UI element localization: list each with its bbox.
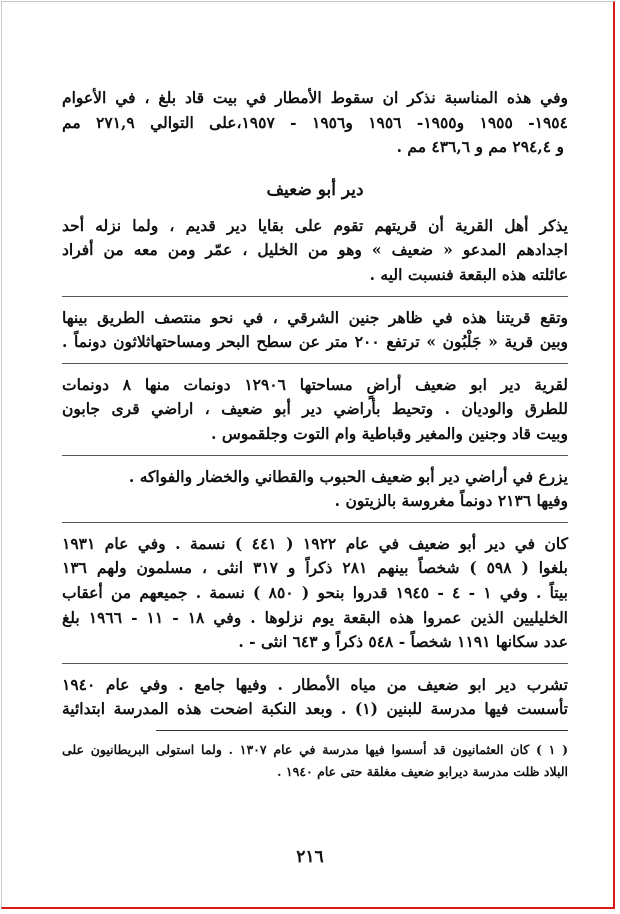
footnote-line: ( ١ ) كان العثمانيون قد أسسوا فيها مدرسة في عام ١٣٠٧ . ولما استولى البريطانيون على	[62, 741, 568, 757]
text-line: بلغوا ( ٥٩٨ ) شخصاً بينهم ٢٨١ ذكراً و ٣١٧ انثى ، مسلمون ولهم ١٣٦	[62, 558, 568, 578]
paragraph-divider	[62, 363, 568, 364]
footnote	[62, 739, 568, 783]
book-page	[62, 86, 568, 783]
intro-paragraph	[62, 86, 568, 160]
paragraph-divider	[62, 663, 568, 664]
text-line: وتقع قريتنا هذه في ظاهر جنين الشرقي ، في نحو منتصف الطريق بينها	[62, 307, 568, 327]
text-line: الخليليين الذين عمروا هذه البقعة يوم نزلوها . وفي ١٨ - ١١ - ١٩٦٦ بلغ	[62, 607, 568, 627]
text-line: يزرع في أراضي دير أبو ضعيف الحبوب والقطاني والخضار والفواكه .	[128, 466, 568, 486]
text-line: لقرية دير ابو ضعيف أراضٍ مساحتها ١٢٩٠٦ دونمات منها ٨ دونمات	[62, 374, 569, 394]
page-number: ٢١٦	[296, 847, 324, 867]
paragraph-divider	[62, 522, 568, 523]
text-line: تشرب دير ابو ضعيف من مياه الأمطار . وفيها جامع . وفي عام ١٩٤٠	[62, 674, 568, 694]
text-line: ١٩٥٤- ١٩٥٥ و١٩٥٥- ١٩٥٦ و١٩٥٦ - ١٩٥٧،على التوالي ٢٧١,٩ مم	[62, 112, 568, 132]
paragraph-population	[62, 532, 568, 655]
text-line: كان في دير أبو ضعيف في عام ١٩٢٢ ( ٤٤١ ) نسمة . وفي عام ١٩٣١	[62, 533, 568, 553]
text-line: وفيها ٢١٣٦ دونماً مغروسة بالزيتون .	[334, 491, 568, 511]
text-line: عائلته هذه البقعة فنسبت اليه .	[369, 264, 568, 284]
paragraph-divider	[62, 455, 568, 456]
text-line: تأسست فيها مدرسة للبنين (١) . وبعد النكبة اضحت هذه المدرسة ابتدائية	[62, 699, 568, 719]
text-line: وبين قرية « جَلْبُون » ترتفع ٢٠٠ متر عن سطح البحر ومساحتهاثلاثون دونماً .	[62, 332, 568, 352]
text-line: عدد سكانها ١١٩١ شخصاً - ٥٤٨ ذكراً و ٦٤٣ انثى - .	[238, 632, 568, 652]
text-line: للطرق والوديان . وتحيط بأراضي دير أبو ضعيف ، اراضي قرى جابون	[62, 399, 568, 419]
text-line: اجدادهم المدعو « ضعيف » وهو من الخليل ، عمّر ومن معه من أفراد	[62, 240, 568, 260]
text-line: بيتاً . وفي ١ - ٤ - ١٩٤٥ قدروا بنحو ( ٨٥٠ ) نسمة . جميعهم من أعقاب	[62, 582, 568, 602]
paragraph-lands	[62, 373, 568, 447]
paragraph-origin	[62, 214, 568, 288]
text-line: يذكر أهل القرية أن قريتهم تقوم على بقايا دير قديم ، ولما نزله أحد	[62, 215, 568, 235]
footnote-line: البلاد ظلت مدرسة ديرابو ضعيف مغلقة حتى عام ١٩٤٠ .	[277, 763, 568, 779]
paragraph-location	[62, 306, 568, 355]
text-line: وبيت قاد وجنين والمغير وقباطية وام التوت وجلقموس .	[211, 423, 568, 443]
footnote-rule	[156, 730, 568, 731]
paragraph-crops	[62, 465, 568, 514]
paragraph-divider	[62, 296, 568, 297]
text-line: و ٢٩٤,٤ مم و ٤٣٦,٦ مم .	[396, 137, 564, 157]
text-line: وفي هذه المناسبة نذكر ان سقوط الأمطار في بيت قاد بلغ ، في الأعوام	[62, 88, 568, 107]
paragraph-water-school	[62, 673, 568, 722]
section-heading: دير أبو ضعيف	[266, 179, 364, 200]
